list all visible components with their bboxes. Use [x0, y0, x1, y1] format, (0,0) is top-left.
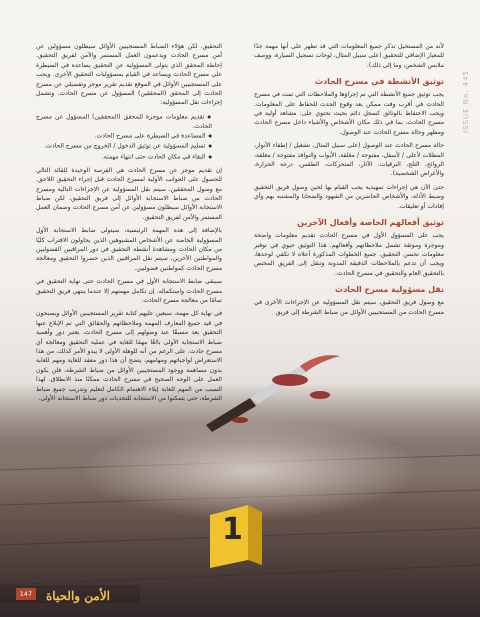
- list-item: ● المساعدة في السيطرة على مسرح الحادث.: [36, 131, 212, 141]
- light-glow: [80, 420, 420, 520]
- paragraph: بالإضافة إلى هذه المهمة الرئيسية، سيتولى ضابط الاستجابة الأول المسؤولية الخاصة عن الأشخاص المشبوهين الذين يحاولون الاقتراب كليًا من مكان الحادث ومشاهدة أنشطة التحقيق في دور المراقبين الفضوليين والمواطنين الآخرين، سيتم نقل المراقبين الذين حضروا التحقيق ومعالجة مسرح الحادث كمواطنين فضوليين.: [36, 227, 222, 272]
- list-item: ● البقاء في مكان الحادث حتى انتهاء مهمته.: [36, 152, 212, 162]
- paragraph: مع وصول فريق التحقيق، سيتم نقل المسؤولية عن الإجراءات الأخرى في مسرح الحادث من المستجيبين الأوائل من ضباط الشرطة إلى فريق: [254, 299, 444, 316]
- issue-label: ISSUE No. 445: [462, 70, 470, 133]
- section-heading-own-actions: توثيق أفعالهم الخاصة وأفعال الآخرين: [297, 218, 444, 228]
- article-column-left: [36, 42, 222, 407]
- intro-paragraph: لأنه من المستحيل تذكر جميع المعلومات التي قد تظهر على أنها مهمة جدًا للمعيار الإضافي للتحقيق (على سبيل المثال، لوحات تسجيل السيارة، ووصف ملابس الشخص، وما إلى ذلك).: [254, 43, 444, 69]
- list-item: ● تقديم معلومات موجزة للمحقق (المحققين) المسؤول عن مسرح الحادث.: [36, 112, 212, 132]
- paragraph: في نهاية كل مهمة، سيعين عليهم كتابة تقرير المستجيبين الأوائل ويصبحون في قيد جميع المعارف المهمة وملاحظاتهم والحقائق التي تم الإبلاغ عنها التحقيق بعد مسبقًا عند وصولهم إلى مسرح الحادث، يعتبر دور وأهمية ضباط الاستجابة الأولى بالغًا مهمًا للغاية في عملية التحقيق ومعالجة أي مسرح حادث. على الرغم من أنه للوهلة الأولى لا يبدو الأمر كذلك، من هذا الاستعراض لواجباتهم ومهامهم، يتضح أن هذا دور معقد للغاية ومهم للغاية بدون مساهمة ووجود المستجيبين الأوائل من ضباط الشرطة، فلن يكون العمل على الوجه الصحيح في مسرح الحادث ممكنًا منذ الانطلاق. لهذا السبب من المهم للغاية إيلاء الاهتمام الكامل لتعليم وتدريب جميع ضباط الشرطة، حتى يتمكنوا من الاستجابة للتحديات دور ضباط الاستجابة الأولى.: [36, 310, 222, 403]
- paragraph: حتى الآن هي إجراءات تمهيدية يجب القيام بها لحين وصول فريق التحقيق وضبط الأدلة، والأشخاص الحاضرين من الشهود والضحايا والمشتبه بهم وأي إفادات أو تعليقات.: [254, 183, 444, 210]
- paragraph: حالة مسرح الحادث عند الوصول (على سبيل المثال، تشغيل / إطفاء الأنوار، المظلات لأعلى / لأسفل، مفتوحة / مغلقة، الأبواب والنوافذ مفتوحة / مغلقة، الروائح، الثلج، البرقيات، الآثار، المتحركات، الطقس، درجة الحرارة، والأغراض الشخصية).: [254, 142, 444, 178]
- paragraph: التحقيق. لكن هؤلاء الضباط المستجيبين الأوائل سيظلون مسؤولين عن أمن مسرح الحادث ويدعمون العمل المستمر والآمن لفريق التحقيق. إحاطة المحقق الذي يتولى المسؤولية عن التحقيق يساعده في السيطرة على مسرح الحادث ويساعد في القيام بمسؤوليات التحقيق الأخرى. ويجب على المستجيبين الأوائل في الموقع تقديم تقرير موجز وتفصيلي عن مسرح الحادث إلى المحقق (المحققين) المسؤول عن مسرح الحادث. وتشمل إجراءات نقل المسؤولية:: [36, 43, 222, 107]
- evidence-marker-number: 1: [222, 512, 243, 547]
- page-number: 147: [16, 588, 36, 600]
- magazine-title: الأمن والحياة: [46, 589, 111, 603]
- section-heading-handover: نقل مسؤولية مسرح الحادث: [335, 285, 444, 295]
- paragraph: يجب توثيق جميع الأنشطة التي تم إجراؤها والملاحظات التي تمت في مسرح الحادث في أقرب وقت ممكن بعد وقوع الحدث للحفاظ على المعلومات. ويجب الاحتفاظ بالوثائق كسجل دائم بحيث تحتوي على: مشاهد أولية في مسرح الحادث، بما في ذلك مكان الأشخاص والأشياء داخل مسرح الحادث ومظهر وحالة مسرح الحادث عند الوصول.: [254, 91, 444, 136]
- paragraph: سيبقى ضابط الاستجابة الأول في مسرح الحادث حتى نهاية التحقيق في مسرح الحادث واستكماله. إن تكامل مهمتهم إلا عندما ينتهي فريق التحقيق تمامًا من معالجة مسرح الحادث.: [36, 278, 222, 304]
- paragraph: يجب على المسؤول الأول في مسرح الحادث تقديم معلومات واضحة وموجزة وموثقة تشمل ملاحظاتهم وأفعالهم. هذا التوثيق حيوي في توفير معلومات تحسن التحقيق. جميع الخطوات المذكورة أعلاه لا تكفي لوحدها، ويجب أن تدعم بالملاحظات الدقيقة المدونة وتنقل إلى الفريق المختص بالتحقيق العام والتحقيق في مسرح الحادث.: [254, 232, 444, 277]
- paragraph: إن تقديم موجز عن مسرح الحادث هي الفرصة الوحيدة للقائد التالي للحصول على الجوانب الأولية لمسرح الحادث قبل إجراء التحقيق اللاحق. مع وصول المحققين، سيتم نقل المسؤولية عن الإجراءات التالية ومسرح الحادث من ضباط الاستجابة الأوائل إلى فريق التحقيق، لكن ضباط الاستجابة الأوائل سيظلون مسؤولين عن أمن مسرح الحادث وضمان العمل المستمر والآمن لفريق التحقيق.: [36, 166, 222, 221]
- list-item: ● تسليم المسؤولية عن توثيق الدخول / الخروج من مسرح الحادث.: [36, 141, 212, 151]
- article-column-right: [254, 42, 444, 321]
- handover-list: [36, 112, 222, 162]
- section-heading-documentation: توثيق الأنشطة في مسرح الحادث: [315, 77, 444, 87]
